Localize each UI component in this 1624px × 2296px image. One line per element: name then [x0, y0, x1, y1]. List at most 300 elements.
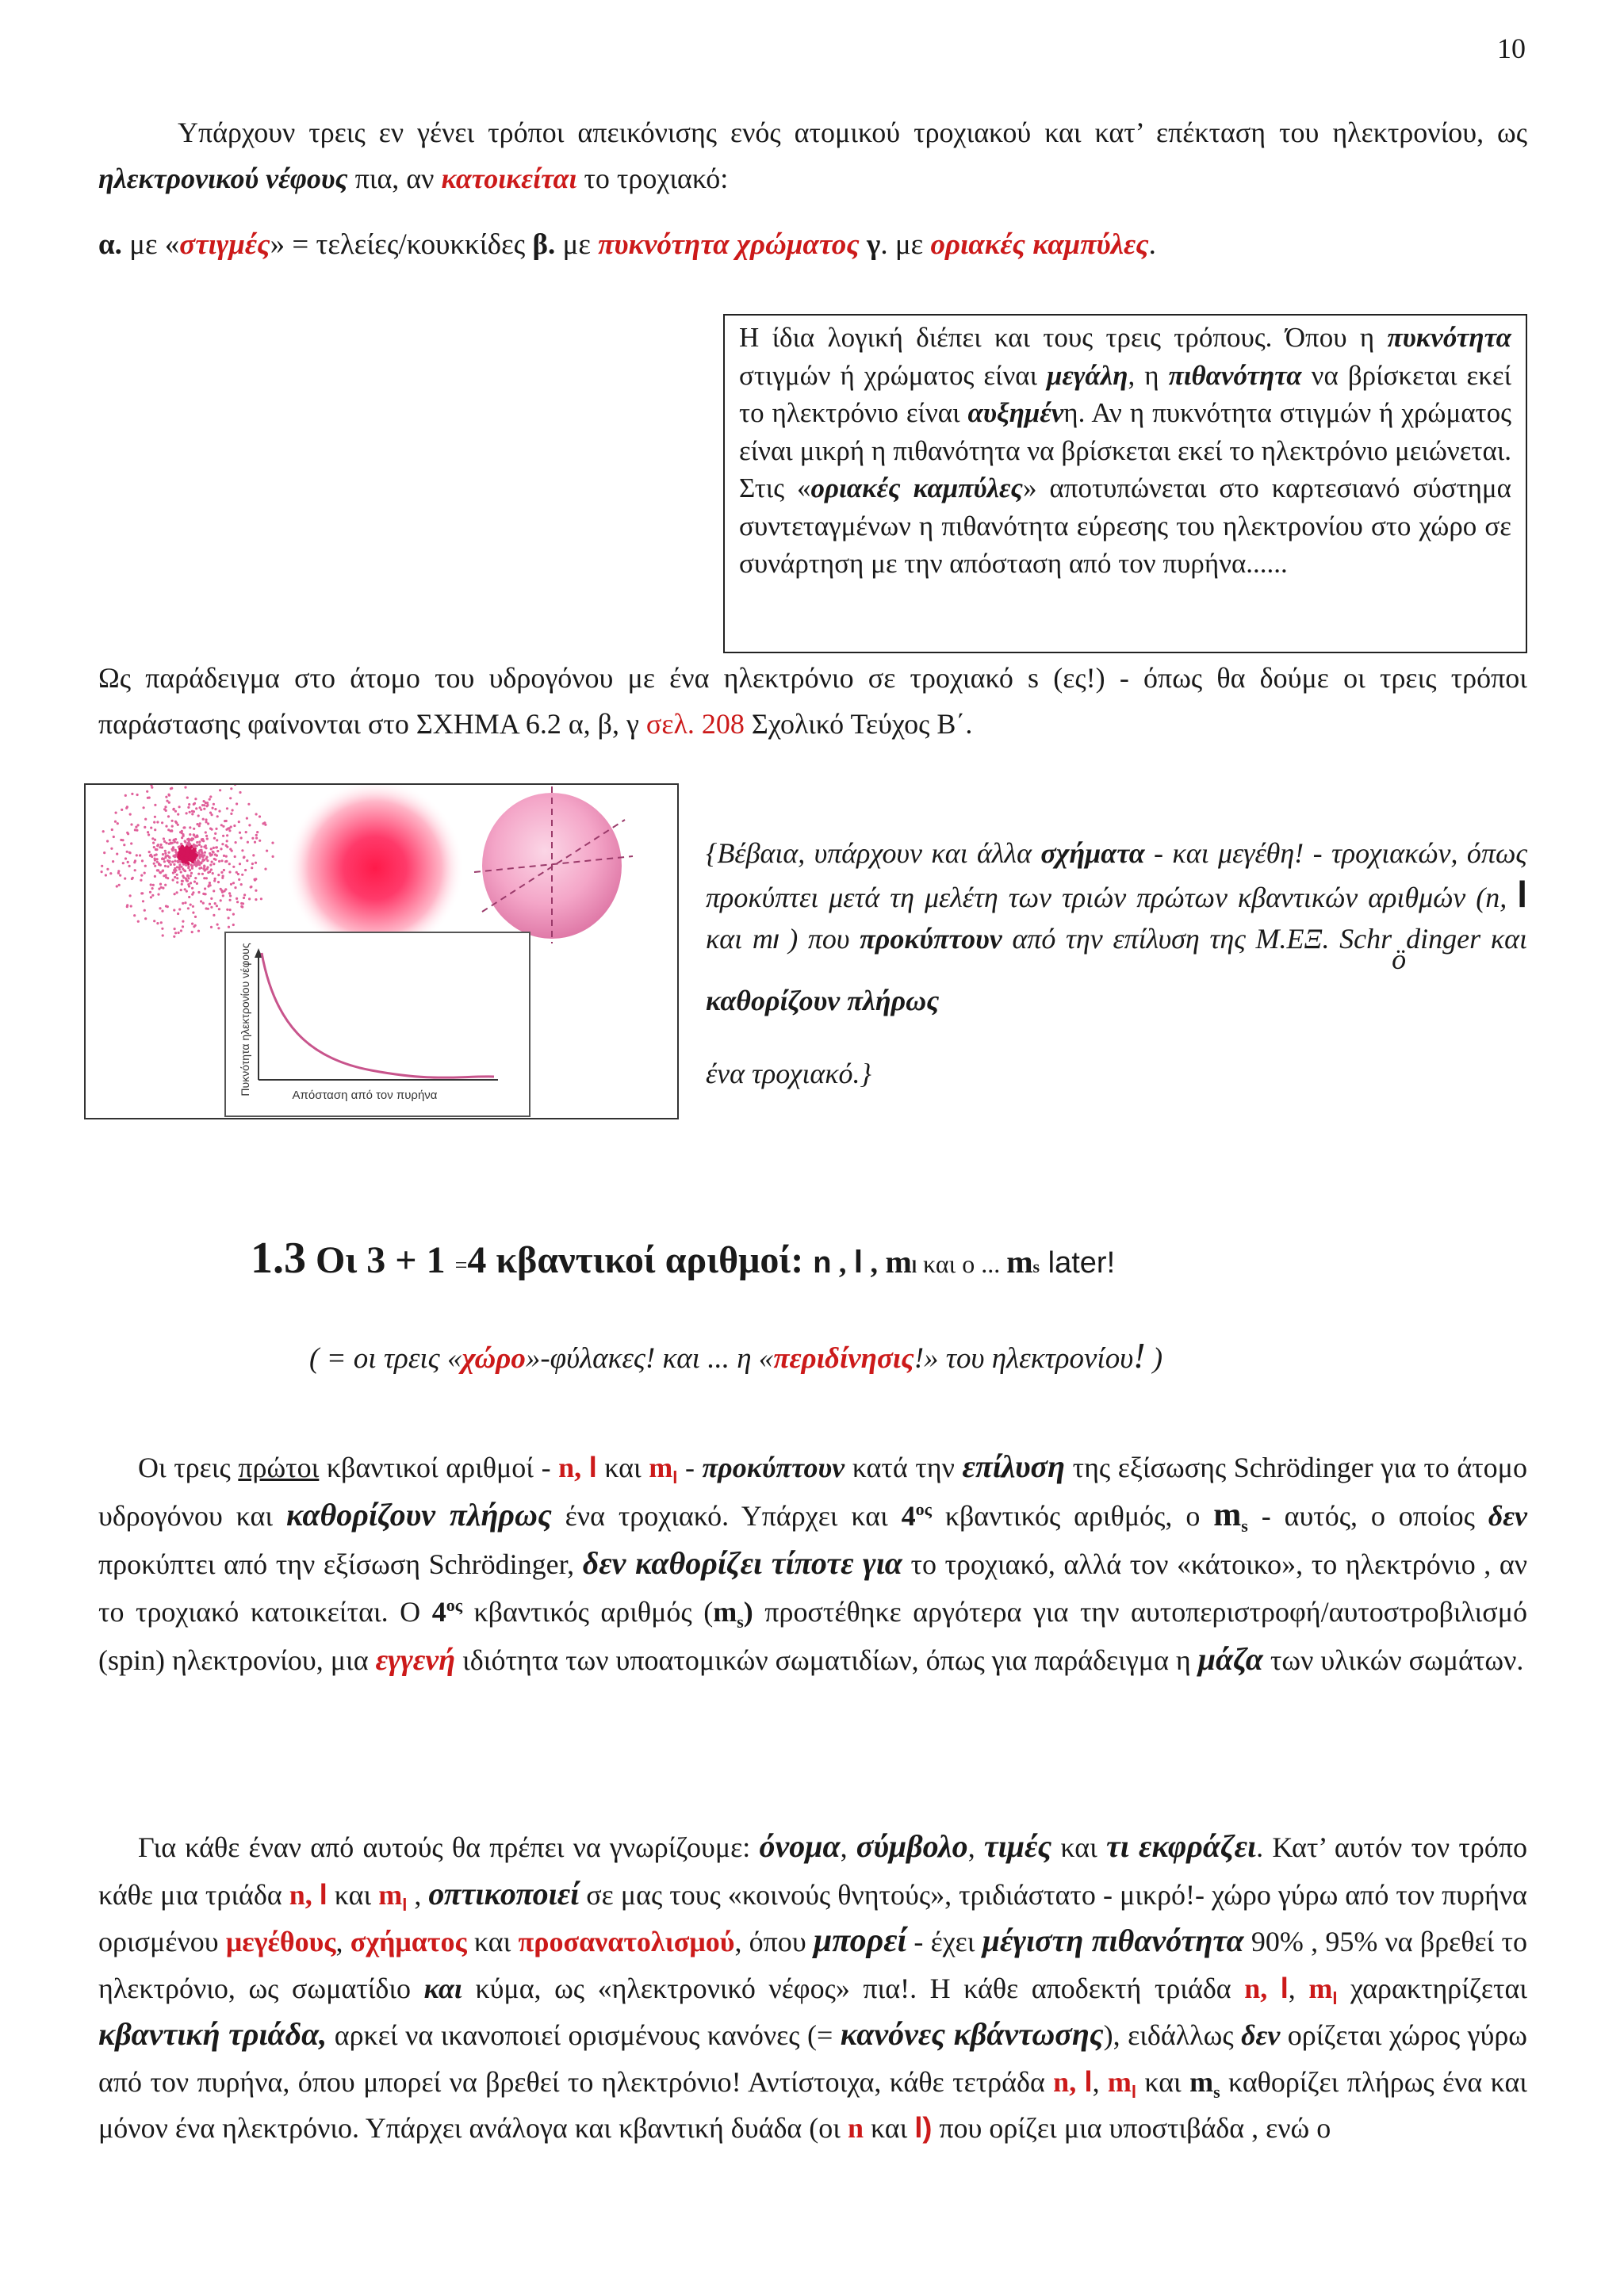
cloud-dot: [205, 821, 208, 823]
cloud-dot: [209, 882, 211, 884]
cloud-dot: [182, 902, 184, 905]
cloud-dot: [199, 822, 201, 825]
cloud-dot: [184, 856, 188, 860]
cloud-dot: [198, 825, 201, 827]
cloud-dot: [222, 835, 224, 837]
cloud-dot: [216, 850, 219, 852]
cloud-dot: [125, 807, 128, 809]
cloud-dot: [156, 922, 159, 924]
cloud-dot: [167, 859, 169, 862]
cloud-dot: [190, 863, 193, 866]
cloud-dot: [154, 865, 156, 867]
cloud-dot: [173, 839, 175, 841]
cloud-dot: [126, 851, 128, 853]
cloud-dot: [209, 798, 211, 801]
cloud-dot: [115, 812, 117, 814]
cloud-dot: [110, 848, 113, 850]
cloud-dot: [177, 813, 179, 816]
cloud-dot: [251, 867, 253, 869]
cloud-dot: [105, 874, 107, 876]
cloud-dot: [174, 867, 176, 870]
cloud-dot: [243, 894, 246, 896]
cloud-dot: [120, 839, 122, 841]
graph-x-label: Απόσταση από τον πυρήνα: [292, 1089, 438, 1102]
cloud-dot: [186, 812, 188, 814]
cloud-dot: [266, 850, 268, 852]
cloud-dot: [203, 893, 205, 895]
cloud-dot: [255, 878, 257, 880]
cloud-dot: [167, 865, 169, 867]
cloud-dot: [202, 902, 205, 905]
cloud-dot: [218, 908, 220, 910]
dot-cloud-diagram: [101, 785, 274, 938]
cloud-dot: [144, 917, 147, 920]
color-density-diagram: [286, 785, 464, 957]
cloud-dot: [241, 874, 243, 876]
cloud-dot: [174, 876, 176, 878]
cloud-dot: [153, 846, 155, 848]
cloud-dot: [181, 883, 183, 886]
cloud-dot: [128, 851, 131, 854]
cloud-dot: [198, 867, 201, 870]
cloud-dot: [178, 846, 180, 848]
section-heading: 1.3 Οι 3 + 1 =4 κβαντικοί αριθμοί: n , l , ml και ο ... ms later!: [251, 1234, 1116, 1283]
cloud-dot: [153, 863, 155, 865]
cloud-dot: [222, 894, 224, 897]
cloud-dot: [211, 828, 213, 831]
cloud-dot: [144, 872, 146, 874]
quantum-triad-paragraph: Για κάθε έναν από αυτούς θα πρέπει να γνωρίζουμε: όνομα, σύμβολο, τιμές και τι εκφράζει. Κατ’ αυτόν τον τρόπο κάθε μια τριάδα n, l και $m_l$ , οπτικοποιεί σε μας τους «κοινούς θνητούς», τριδιάστατο - μικρό!- χώρο γύρω από τον πυρήνα ορισμένου μεγέθους, σχήματος και προσανατολισμού, όπου μπορεί - έχει μέγιστη πιθανότητα 90% , 95% να βρεθεί το ηλεκτρόνιο, ως σωματίδιο και κύμα, ως «ηλεκτρονικό νέφος» πια!. Η κάθε αποδεκτή τριάδα n, l, $m_l$ χαρακτηρίζεται κβαντική τριάδα, αρκεί να ικανοποιεί ορισμένους κανόνες (= κανόνες κβάντωσης), ειδάλλως δεν ορίζεται χώρος γύρω από τον πυρήνα, όπου μπορεί να βρεθεί το ηλεκτρόνιο! Αντίστοιχα, κάθε τετράδα n, l, $m_l$ και $m_s$ καθορίζει πλήρως ένα και μόνον ένα ηλεκτρόνιο. Υπάρχει ανάλογα και κβαντική δυάδα (οι n και l) που ορίζει μια υποστιβάδα , ενώ ο: [98, 1828, 1528, 2144]
cloud-dot: [173, 936, 175, 938]
cloud-dot: [163, 837, 165, 840]
cloud-dot: [182, 925, 184, 928]
cloud-dot: [178, 806, 181, 808]
cloud-dot: [102, 830, 105, 832]
cloud-dot: [129, 813, 132, 816]
cloud-dot: [223, 869, 225, 871]
cloud-dot: [174, 893, 176, 895]
cloud-dot: [213, 847, 215, 849]
cloud-dot: [225, 860, 228, 863]
cloud-dot: [234, 785, 236, 786]
cloud-dot: [194, 877, 197, 879]
cloud-dot: [255, 834, 258, 836]
cloud-dot: [127, 861, 129, 863]
cloud-dot: [204, 868, 206, 871]
cloud-dot: [246, 859, 248, 862]
cloud-dot: [228, 916, 230, 919]
cloud-dot: [109, 872, 112, 874]
cloud-dot: [176, 841, 178, 844]
cloud-dot: [144, 865, 147, 867]
cloud-dot: [263, 821, 266, 824]
cloud-dot: [180, 929, 182, 932]
cloud-dot: [232, 866, 235, 868]
methods-line: α. με «στιγμές» = τελείες/κουκκίδες β. με πυκνότητα χρώματος γ. με οριακές καμπύλες.: [98, 228, 1156, 261]
cloud-dot: [184, 901, 186, 904]
cloud-dot: [174, 821, 177, 823]
cloud-dot: [191, 923, 193, 925]
section-subtitle: ( = οι τρεις «χώρο»-φύλακες! και ... η «περιδίνησις!» του ηλεκτρονίου! ): [309, 1335, 1163, 1376]
cloud-dot: [247, 841, 249, 844]
cloud-dot: [167, 828, 170, 831]
cloud-dot: [245, 831, 247, 833]
cloud-dot: [156, 821, 159, 823]
cloud-dot: [153, 920, 155, 922]
cloud-dot: [150, 854, 152, 856]
cloud-dot: [205, 847, 207, 849]
cloud-dot: [217, 927, 220, 929]
cloud-dot: [175, 851, 178, 854]
cloud-dot: [191, 813, 193, 815]
cloud-dot: [228, 871, 231, 873]
cloud-dot: [232, 882, 235, 884]
cloud-dot: [193, 881, 196, 883]
cloud-dot: [210, 926, 213, 928]
cloud-dot: [198, 840, 201, 843]
cloud-dot: [157, 869, 159, 871]
cloud-dot: [255, 837, 258, 840]
cloud-dot: [123, 844, 125, 846]
cloud-dot: [148, 851, 151, 853]
cloud-dot: [152, 842, 155, 844]
cloud-dot: [174, 859, 176, 862]
cloud-dot: [218, 810, 220, 813]
cloud-dot: [194, 836, 197, 838]
cloud-dot: [205, 877, 208, 879]
cloud-dot: [209, 903, 211, 905]
cloud-dot: [150, 896, 152, 898]
boundary-surface-diagram: [474, 786, 633, 943]
cloud-dot: [255, 813, 258, 815]
graph-y-label: Πυκνότητα ηλεκτρονίου νέφους: [239, 943, 251, 1096]
cloud-dot: [207, 822, 209, 825]
cloud-dot: [197, 873, 200, 875]
cloud-dot: [186, 797, 189, 799]
cloud-dot: [214, 902, 216, 905]
cloud-dot: [114, 821, 117, 823]
cloud-dot: [156, 858, 159, 860]
cloud-dot: [212, 807, 214, 809]
cloud-dot: [170, 863, 172, 866]
cloud-dot: [124, 794, 127, 797]
cloud-dot: [196, 882, 198, 885]
cloud-dot: [116, 853, 118, 855]
cloud-dot: [140, 874, 143, 877]
cloud-dot: [164, 806, 167, 808]
cloud-dot: [196, 844, 198, 847]
cloud-dot: [190, 874, 192, 877]
cloud-dot: [181, 845, 185, 849]
cloud-dot: [151, 894, 154, 897]
cloud-dot: [154, 828, 156, 831]
cloud-dot: [174, 810, 177, 813]
cloud-dot: [184, 786, 186, 789]
cloud-dot: [219, 789, 221, 791]
cloud-dot: [201, 873, 204, 875]
cloud-dot: [229, 899, 232, 901]
cloud-dot: [228, 863, 231, 865]
cloud-dot: [214, 832, 216, 835]
cloud-dot: [242, 902, 244, 905]
cloud-dot: [121, 809, 123, 811]
cloud-dot: [127, 832, 129, 835]
cloud-dot: [113, 836, 115, 838]
cloud-dot: [134, 869, 136, 871]
cloud-dot: [210, 906, 213, 909]
cloud-dot: [178, 866, 181, 868]
cloud-dot: [180, 889, 182, 891]
cloud-dot: [155, 848, 158, 851]
cloud-dot: [156, 844, 159, 847]
cloud-dot: [188, 840, 190, 842]
cloud-dot: [160, 886, 163, 889]
cloud-dot: [163, 860, 166, 863]
cloud-dot: [223, 855, 225, 857]
cloud-dot: [209, 812, 212, 814]
cloud-dot: [230, 883, 232, 886]
cloud-dot: [172, 808, 174, 810]
cloud-dot: [205, 907, 208, 909]
density-vs-distance-graph: [225, 932, 530, 1116]
cloud-dot: [124, 857, 127, 859]
cloud-dot: [176, 881, 178, 883]
cloud-dot: [256, 831, 259, 833]
cloud-dot: [234, 886, 236, 889]
cloud-dot: [200, 861, 202, 863]
cloud-dot: [236, 802, 238, 805]
cloud-dot: [210, 897, 213, 900]
cloud-dot: [130, 905, 132, 907]
cloud-dot: [220, 899, 222, 901]
cloud-dot: [193, 844, 196, 847]
cloud-dot: [122, 862, 124, 864]
cloud-dot: [167, 855, 169, 857]
cloud-dot: [194, 798, 197, 800]
cloud-dot: [198, 844, 201, 846]
cloud-dot: [164, 850, 167, 852]
cloud-dot: [178, 853, 182, 857]
cloud-dot: [191, 837, 193, 840]
cloud-dot: [220, 888, 222, 890]
cloud-dot: [198, 863, 201, 866]
quantum-numbers-paragraph: Οι τρεις πρώτοι κβαντικοί αριθμοί - n, l και $m_l$ - προκύπτουν κατά την επίλυση της εξίσωσης Schrödinger για το άτομο υδρογόνου και καθορίζουν πλήρως ένα τροχιακό. Υπάρχει και $4^{o\varsigma}$ κβαντικός αριθμός, ο $m_s$ - αυτός, ο οποίος δεν προκύπτει από την εξίσωση Schrödinger, δεν καθορίζει τίποτε για το τροχιακό, αλλά τον «κάτοικο», το ηλεκτρόνιο , αν το τροχιακό κατοικείται. Ο $4^{o\varsigma}$ κβαντικός αριθμός $(m_s)$ προστέθηκε αργότερα για την αυτοπεριστροφή/αυτοστροβιλισμό (spin) ηλεκτρονίου, μια εγγενή ιδιότητα των υποατομικών σωματιδίων, όπως για παράδειγμα η μάζα των υλικών σωμάτων.: [98, 1448, 1528, 1677]
cloud-dot: [163, 874, 165, 877]
cloud-dot: [187, 877, 190, 879]
cloud-dot: [154, 858, 156, 860]
cloud-dot: [190, 858, 193, 862]
cloud-dot: [161, 928, 163, 930]
cloud-dot: [196, 841, 198, 844]
cloud-dot: [226, 909, 228, 911]
cloud-dot: [205, 805, 208, 807]
logic-note-box: Η ίδια λογική διέπει και τους τρεις τρόπους. Όπου η πυκνότητα στιγμών ή χρώματος είναι μεγάλη, η πιθανότητα να βρίσκεται εκεί το ηλεκτρόνιο είναι αυξημένη. Αν η πυκνότητα στιγμών ή χρώματος είναι μικρή η πιθανότητα να βρίσκεται εκεί το ηλεκτρόνιο μειώνεται. Στις «οριακές καμπύλες» αποτυπώνεται στο καρτεσιανό σύστημα συντεταγμένων η πιθανότητα εύρεσης του ηλεκτρονίου στο χώρο σε συνάρτηση με την απόσταση από τον πυρήνα......: [723, 314, 1527, 653]
cloud-dot: [191, 931, 193, 933]
cloud-dot: [141, 859, 144, 862]
cloud-dot: [176, 874, 178, 876]
cloud-dot: [189, 826, 191, 828]
cloud-dot: [112, 860, 114, 863]
cloud-dot: [147, 797, 149, 799]
cloud-dot: [213, 837, 216, 840]
cloud-dot: [171, 842, 174, 844]
cloud-dot: [216, 905, 218, 907]
cloud-dot: [182, 920, 184, 923]
cloud-dot: [203, 808, 205, 810]
cloud-dot: [215, 828, 217, 830]
cloud-dot: [220, 824, 223, 826]
cloud-dot: [154, 804, 156, 806]
cloud-dot: [161, 821, 163, 824]
cloud-dot: [232, 809, 234, 811]
cloud-dot: [229, 894, 232, 897]
cloud-dot: [259, 840, 261, 842]
cloud-dot: [165, 796, 167, 798]
cloud-dot: [213, 879, 216, 882]
cloud-dot: [129, 894, 132, 897]
cloud-dot: [170, 829, 173, 832]
cloud-dot: [137, 824, 140, 826]
cloud-dot: [151, 837, 154, 840]
cloud-dot: [228, 926, 230, 928]
cloud-dot: [149, 891, 151, 894]
cloud-dot: [252, 854, 255, 856]
cloud-dot: [221, 843, 224, 845]
cloud-dot: [139, 854, 141, 856]
cloud-dot: [174, 932, 177, 934]
cloud-dot: [192, 912, 194, 914]
cloud-dot: [236, 897, 238, 900]
cloud-dot: [103, 851, 105, 854]
cloud-dot: [228, 827, 230, 829]
cloud-dot: [271, 842, 274, 844]
cloud-dot: [226, 807, 228, 809]
cloud-dot: [218, 860, 220, 863]
cloud-dot: [171, 861, 174, 863]
cloud-dot: [146, 790, 148, 793]
cloud-dot: [171, 848, 174, 851]
cloud-dot: [233, 825, 236, 827]
cloud-dot: [157, 894, 159, 896]
cloud-dot: [147, 833, 150, 836]
cloud-dot: [206, 802, 209, 804]
cloud-dot: [187, 907, 190, 909]
cloud-dot: [152, 884, 155, 886]
cloud-dot: [210, 868, 213, 871]
cloud-dot: [168, 856, 170, 859]
cloud-dot: [217, 874, 220, 876]
cloud-dot: [182, 874, 184, 877]
cloud-dot: [186, 880, 189, 882]
cloud-dot: [189, 833, 191, 836]
cloud-dot: [238, 878, 240, 881]
cloud-dot: [164, 865, 167, 867]
cloud-dot: [250, 886, 252, 888]
cloud-dot: [193, 803, 195, 806]
cloud-dot: [181, 830, 183, 832]
cloud-dot: [101, 871, 103, 873]
cloud-dot: [236, 901, 239, 903]
cloud-dot: [168, 794, 170, 797]
cloud-dot: [195, 807, 197, 809]
cloud-dot: [264, 868, 266, 871]
cloud-dot: [173, 863, 175, 866]
cloud-dot: [184, 841, 186, 844]
cloud-dot: [214, 808, 216, 810]
cloud-dot: [177, 913, 179, 915]
cloud-dot: [167, 905, 169, 908]
cloud-dot: [236, 871, 238, 874]
cloud-dot: [147, 831, 149, 833]
cloud-dot: [213, 851, 215, 853]
cloud-dot: [171, 820, 174, 822]
cloud-dot: [130, 842, 132, 844]
cloud-dot: [134, 828, 136, 831]
cloud-dot: [106, 840, 109, 842]
cloud-dot: [229, 797, 232, 799]
cloud-dot: [226, 834, 228, 836]
cloud-dot: [210, 848, 213, 850]
cloud-dot: [226, 840, 228, 842]
cloud-dot: [158, 863, 160, 865]
cloud-dot: [174, 928, 176, 930]
cloud-dot: [209, 863, 212, 866]
cloud-dot: [228, 829, 231, 832]
cloud-dot: [101, 865, 103, 867]
cloud-dot: [240, 883, 243, 886]
cloud-dot: [220, 871, 223, 874]
page-number: 10: [1497, 33, 1526, 64]
cloud-dot: [234, 855, 236, 858]
intro-paragraph: Υπάρχουν τρεις εν γένει τρόποι απεικόνισης ενός ατομικού τροχιακού και κατ’ επέκταση του ηλεκτρονίου, ως ηλεκτρονικού νέφους πια, αν κατοικείται το τροχιακό:: [98, 117, 1527, 194]
cloud-dot: [204, 851, 206, 854]
cloud-dot: [191, 867, 193, 870]
cloud-dot: [229, 909, 232, 911]
cloud-dot: [180, 871, 182, 873]
cloud-dot: [172, 871, 174, 874]
cloud-dot: [230, 813, 232, 815]
cloud-dot: [202, 818, 205, 821]
cloud-dot: [161, 858, 163, 860]
cloud-dot: [191, 810, 193, 813]
cloud-dot: [200, 849, 202, 851]
cloud-dot: [193, 828, 195, 830]
cloud-dot: [216, 924, 219, 926]
cloud-dot: [240, 836, 243, 839]
cloud-dot: [222, 874, 224, 877]
cloud-dot: [190, 872, 193, 874]
cloud-dot: [206, 837, 209, 840]
cloud-dot: [217, 881, 220, 883]
cloud-dot: [200, 900, 202, 902]
cloud-dot: [194, 916, 197, 918]
cloud-dot: [206, 866, 209, 868]
cloud-dot: [151, 786, 153, 789]
cloud-dot: [213, 914, 215, 916]
cloud-dot: [155, 853, 158, 855]
cloud-dot: [216, 839, 218, 841]
cloud-dot: [205, 818, 207, 821]
cloud-dot: [203, 865, 205, 867]
cloud-dot: [232, 913, 235, 916]
cloud-dot: [191, 887, 193, 890]
cloud-dot: [154, 816, 156, 818]
cloud-dot: [182, 880, 184, 882]
cloud-dot: [118, 884, 121, 886]
cloud-dot: [240, 905, 243, 908]
cloud-dot: [203, 804, 205, 806]
orbital-figure: [84, 783, 679, 1119]
